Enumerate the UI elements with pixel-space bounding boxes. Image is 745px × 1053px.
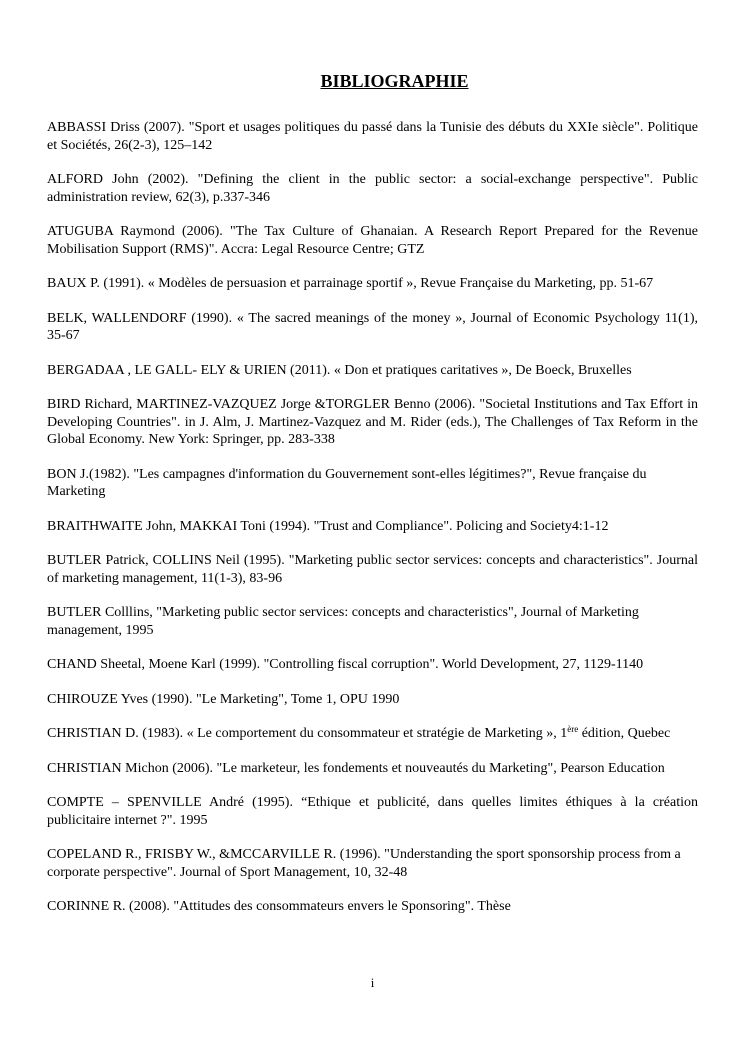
reference-item: ATUGUBA Raymond (2006). "The Tax Culture of Ghanaian. A Research Report Prepared for the Revenue Mobilisation Support (RMS)". Accra: Legal Resource Centre; GTZ	[47, 224, 698, 257]
reference-item: ABBASSI Driss (2007). "Sport et usages politiques du passé dans la Tunisie des débuts du XXIe siècle". Politique et Sociétés, 26(2-3), 125–142	[47, 120, 698, 153]
reference-text: édition, Quebec	[578, 726, 671, 741]
reference-item: CHRISTIAN Michon (2006). "Le marketeur, les fondements et nouveautés du Marketing", Pearson Education	[47, 760, 665, 776]
reference-item	[47, 725, 698, 743]
reference-list	[47, 119, 698, 933]
reference-text: CHRISTIAN D. (1983). « Le comportement du consommateur et stratégie de Marketing », 1	[47, 726, 568, 741]
reference-item: COPELAND R., FRISBY W., &MCCARVILLE R. (1996). "Understanding the sport sponsorship process from a corporate perspective". Journal of Sport Management, 10, 32-48	[47, 847, 681, 880]
page-number: i	[370, 975, 375, 990]
reference-item: BAUX P. (1991). « Modèles de persuasion et parrainage sportif », Revue Française du Marketing, pp. 51-67	[47, 276, 654, 291]
reference-item: BERGADAA , LE GALL- ELY & URIEN (2011). « Don et pratiques caritatives », De Boeck, Bruxelles	[47, 362, 632, 378]
reference-item: CORINNE R. (2008). "Attitudes des consommateurs envers le Sponsoring". Thèse	[47, 899, 511, 914]
reference-item: CHIROUZE Yves (1990). "Le Marketing", Tome 1, OPU 1990	[47, 691, 400, 707]
reference-item: ALFORD John (2002). "Defining the client in the public sector: a social-exchange perspective". Public administration review, 62(3), p.337-346	[47, 172, 698, 205]
reference-item: BIRD Richard, MARTINEZ-VAZQUEZ Jorge &TORGLER Benno (2006). "Societal Institutions and Tax Effort in Developing Countries". in J. Alm, J. Martinez-Vazquez and M. Rider (eds.), The Challenges of Tax Reform in the Global Economy. New York: Springer, pp. 283-338	[47, 397, 698, 447]
superscript: ère	[567, 724, 579, 734]
reference-item: CHAND Sheetal, Moene Karl (1999). "Controlling fiscal corruption". World Development, 27, 1129-1140	[47, 657, 644, 672]
page-title: BIBLIOGRAPHIE	[320, 71, 469, 91]
reference-item: BELK, WALLENDORF (1990). « The sacred meanings of the money », Journal of Economic Psychology 11(1), 35-67	[47, 310, 698, 343]
reference-item: BON J.(1982). "Les campagnes d'information du Gouvernement sont-elles légitimes?", Revue française du Marketing	[47, 466, 647, 499]
reference-item: BUTLER Colllins, "Marketing public sector services: concepts and characteristics", Journal of Marketing management, 1995	[47, 605, 639, 638]
reference-item: BRAITHWAITE John, MAKKAI Toni (1994). "Trust and Compliance". Policing and Society4:1-12	[47, 518, 609, 534]
reference-item: COMPTE – SPENVILLE André (1995). “Ethique et publicité, dans quelles limites éthiques à la création publicitaire internet ?". 1995	[47, 795, 698, 828]
reference-item: BUTLER Patrick, COLLINS Neil (1995). "Marketing public sector services: concepts and characteristics". Journal of marketing management, 11(1-3), 83-96	[47, 553, 698, 586]
